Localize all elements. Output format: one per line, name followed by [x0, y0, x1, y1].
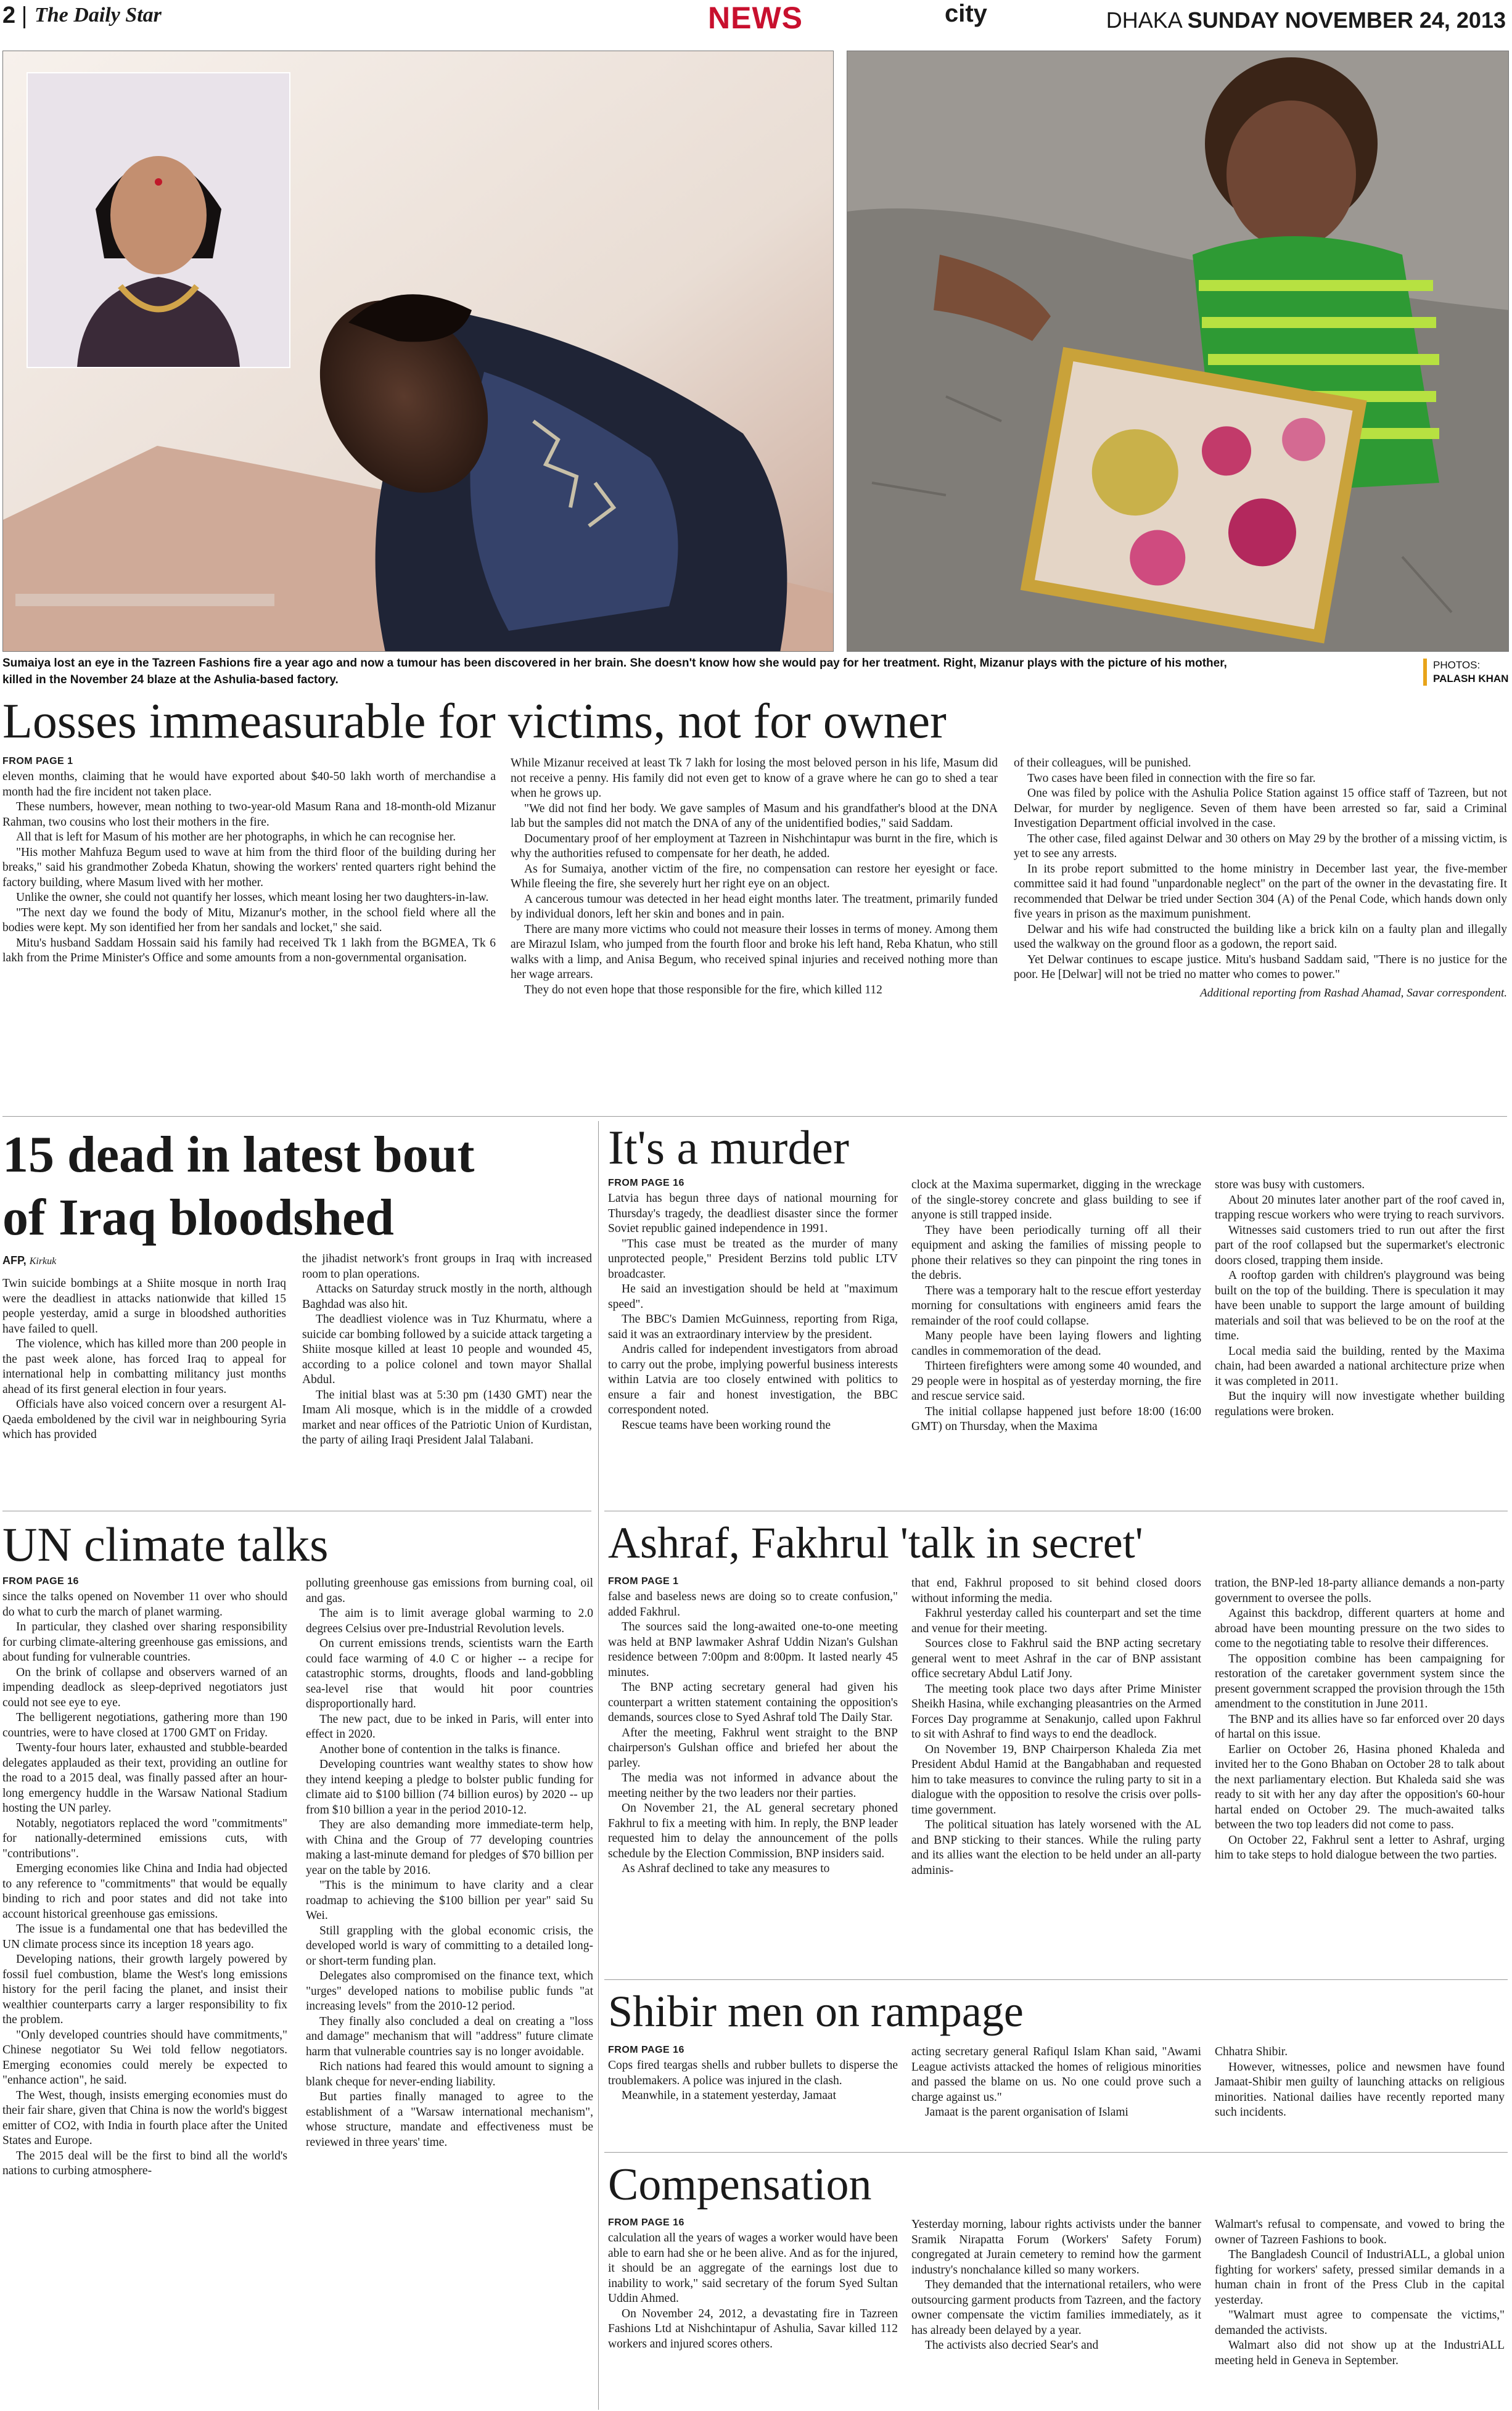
- paragraph: A cancerous tumour was detected in her head eight months later. The treatment, primarily funded by individual donors, left her skin and bones and in pain.: [511, 892, 998, 921]
- paragraph: They are also demanding more immediate-term help, with China and the Group of 77 developing countries making a last-minute demand for pledges of $70 billion per year on the table by 2016.: [306, 1818, 593, 1877]
- paragraph: However, witnesses, police and newsmen have found Jamaat-Shibir men guilty of launching attacks on religious minorities. National dailies have recently reported many such incidents.: [1215, 2060, 1505, 2119]
- column-rule: [598, 1121, 599, 2410]
- climate-column-1: [2, 1576, 287, 2179]
- paragraph: Emerging economies like China and India had objected to any reference to "commitments" that would be equally binding to rich and poor states and did not take into account historical greenhouse gas emissions.: [2, 1862, 287, 1921]
- lead-column-2: [511, 756, 998, 998]
- paragraph: On November 24, 2012, a devastating fire in Tazreen Fashions Ltd at Nishchintapur of Ashulia, Savar killed 112 workers and injured scores others.: [608, 2307, 898, 2351]
- paragraph: Attacks on Saturday struck mostly in the north, although Baghdad was also hit.: [302, 1283, 592, 1311]
- paragraph: He said an investigation should be held at "maximum speed".: [608, 1283, 898, 1311]
- paragraph: About 20 minutes later another part of the roof caved in, trapping rescue workers who were trying to reach survivors.: [1215, 1193, 1505, 1222]
- iraq-col2-text: [302, 1252, 592, 1448]
- shibir-col3-text: [1215, 2045, 1505, 2121]
- murder-from-page: FROM PAGE 16: [608, 1178, 684, 1188]
- paragraph: The BBC's Damien McGuinness, reporting from Riga, said it was an extraordinary interview by the president.: [608, 1313, 898, 1341]
- lead-col1-text: [2, 770, 496, 966]
- paragraph: eleven months, claiming that he would have exported about $40-50 lakh worth of merchandise a month had the fire incident not taken place.: [2, 770, 496, 799]
- masthead: [0, 0, 1512, 39]
- paragraph: Documentary proof of her employment at Tazreen in Nishchintapur was burnt in the fire, which is why the authorities refused to compensate for her death, he added.: [511, 832, 998, 860]
- photo-sumaiya-hospital: [2, 51, 834, 652]
- compensation-col3-text: [1215, 2217, 1505, 2368]
- paragraph: Notably, negotiators replaced the word "commitments" for nationally-determined emissions cuts, with "contributions".: [2, 1817, 287, 1860]
- climate-column-2: [306, 1576, 593, 2150]
- paragraph: Andris called for independent investigators from abroad to carry out the probe, implying powerful business interests within Latvia are too closely entwined with politics to ensure a fair and honest investigation, the BBC correspondent noted.: [608, 1343, 898, 1416]
- murder-column-1: [608, 1178, 898, 1433]
- paragraph: Rich nations had feared this would amount to signing a blank cheque for never-ending liability.: [306, 2060, 593, 2089]
- lead-reporting-note: Additional reporting from Rashad Ahamad, Savar correspondent.: [1200, 986, 1507, 1000]
- paragraph: Against this backdrop, different quarters at home and abroad have been mounting pressure on the two sides to come to the negotiating table to resolve their differences.: [1215, 1607, 1505, 1650]
- paragraph: The initial blast was at 5:30 pm (1430 GMT) near the Imam Ali mosque, which is in the middle of a crowded market and near offices of the Patriotic Union of Kurdistan, the party of ailing Iraqi President Jalal Talabani.: [302, 1388, 592, 1447]
- murder-col1-text: [608, 1191, 898, 1433]
- section-city: city: [945, 0, 987, 27]
- compensation-column-3: [1215, 2217, 1505, 2368]
- paragraph: Twenty-four hours later, exhausted and stubble-bearded delegates applauded as their text, providing an outline for the road to a 2015 deal, was finally passed after an hour-long emergency huddle in the Warsaw National Stadium hosting the UN parley.: [2, 1741, 287, 1815]
- paragraph: Developing countries want wealthy states to show how they intend keeping a pledge to bolster public funding for climate aid to $100 billion (74 billion euros) by 2020 -- up from $10 billion a year in the period 2010-12.: [306, 1758, 593, 1817]
- compensation-headline: Compensation: [608, 2159, 872, 2210]
- paragraph: calculation all the years of wages a worker would have been able to earn had she or he been alive. And as for the injured, it should be an aggregate of the earnings lost due to inability to work," said secretary of the forum Syed Sultan Uddin Ahmed.: [608, 2232, 898, 2305]
- shibir-column-3: [1215, 2045, 1505, 2121]
- paragraph: polluting greenhouse gas emissions from burning coal, oil and gas.: [306, 1577, 593, 1605]
- paragraph: A rooftop garden with children's playground was being built on the top of the building. There is speculation it may have been unable to support the large amount of building materials and soil that was believed to be on the roof at the time.: [1215, 1269, 1505, 1342]
- paragraph: The Bangladesh Council of IndustriALL, a global union fighting for workers' safety, pressed similar demands in a human chain in front of the Press Club in the capital yesterday.: [1215, 2248, 1505, 2307]
- masthead-divider: [23, 6, 25, 28]
- paragraph: The BNP acting secretary general had given his counterpart a written statement containing the opposition's demands, sources close to Syed Ashraf told The Daily Star.: [608, 1681, 898, 1724]
- paragraph: Cops fired teargas shells and rubber bullets to disperse the troublemakers. A police was injured in the clash.: [608, 2059, 898, 2087]
- paragraph: Local media said the building, rented by the Maxima chain, had been awarded a national architecture prize when it was completed in 2011.: [1215, 1344, 1505, 1388]
- paragraph: In particular, they clashed over sharing responsibility for curbing climate-altering greenhouse gas emissions, and about funding for vulnerable countries.: [2, 1620, 287, 1664]
- section-rule-shibir: [604, 1979, 1508, 1980]
- climate-col1-text: [2, 1590, 287, 2179]
- paragraph: They have been periodically turning off all their equipment and asking the families of missing people to phone their relatives so they can pinpoint the ring tones in the debris.: [911, 1223, 1201, 1282]
- paragraph: Chhatra Shibir.: [1215, 2045, 1288, 2058]
- ashraf-from-page: FROM PAGE 1: [608, 1576, 679, 1587]
- lead-col2-text: [511, 756, 998, 998]
- paragraph: Another bone of contention in the talks is finance.: [319, 1743, 561, 1756]
- paragraph: "Walmart must agree to compensate the victims," demanded the activists.: [1215, 2309, 1505, 2337]
- shibir-col2-text: [911, 2045, 1201, 2121]
- credit-label: PHOTOS:: [1433, 659, 1481, 671]
- compensation-col2-text: [911, 2217, 1201, 2354]
- paragraph: The deadliest violence was in Tuz Khurmatu, where a suicide car bombing followed by a suicide attack targeting a Shiite mosque killed at least 10 people and wounded 45, according to a police colonel and town mayor Shallal Abdul.: [302, 1313, 592, 1386]
- paragraph: acting secretary general Rafiqul Islam Khan said, "Awami League activists attacked the homes of religious minorities and passed the blame on us. No one could prove such a charge against us.": [911, 2045, 1201, 2104]
- paragraph: Yet Delwar continues to escape justice. Mitu's husband Saddam said, "There is no justice for the poor. He [Delwar] will not be tried no matter who comes to power.": [1014, 953, 1507, 981]
- paragraph: On current emissions trends, scientists warn the Earth could face warming of 4.0 C or higher -- a recipe for catastrophic storms, droughts, floods and land-gobbling sea-level rise that would hit poor countries disproportionally hard.: [306, 1637, 593, 1711]
- murder-headline: It's a murder: [608, 1120, 849, 1174]
- photo-credit: [1423, 659, 1508, 686]
- paragraph: As Ashraf declined to take any measures to: [622, 1862, 830, 1875]
- paragraph: Officials have also voiced concern over a resurgent Al-Qaeda emboldened by the civil war in neighbouring Syria which has provided: [2, 1398, 286, 1441]
- paragraph: Sources close to Fakhrul said the BNP acting secretary general went to meet Ashraf in the car of BNP assistant office secretary Abdul Latif Jony.: [911, 1637, 1201, 1680]
- paragraph: Two cases have been filed in connection with the fire so far.: [1027, 771, 1316, 785]
- paragraph: The media was not informed in advance about the meeting neither by the two leaders nor their parties.: [608, 1772, 898, 1800]
- dateline: [1106, 7, 1506, 33]
- murder-col3-text: [1215, 1178, 1505, 1419]
- paragraph: There was a temporary halt to the rescue effort yesterday morning for consultations with engineers amid fears the remainder of the roof could collapse.: [911, 1284, 1201, 1328]
- lead-column-1: [2, 756, 496, 966]
- paragraph: On October 22, Fakhrul sent a letter to Ashraf, urging him to take steps to hold dialogue between the two parties.: [1215, 1833, 1505, 1862]
- inset-portrait: [27, 72, 290, 368]
- paragraph: Latvia has begun three days of national mourning for Thursday's tragedy, the deadliest disaster since the former Soviet republic gained independence in 1991.: [608, 1192, 898, 1235]
- paragraph: After the meeting, Fakhrul went straight to the BNP chairperson's Gulshan office and briefed her about the parley.: [608, 1726, 898, 1770]
- iraq-headline-line-1: 15 dead in latest bout: [2, 1126, 475, 1183]
- murder-column-2: [911, 1178, 1201, 1435]
- paragraph: tration, the BNP-led 18-party alliance demands a non-party government to oversee the polls.: [1215, 1577, 1505, 1605]
- lead-column-3: [1014, 756, 1507, 1000]
- ashraf-col1-text: [608, 1590, 898, 1877]
- shibir-col1-text: [608, 2058, 898, 2104]
- shibir-column-1: [608, 2045, 898, 2104]
- paragraph: Mitu's husband Saddam Hossain said his family had received Tk 1 lakh from the BGMEA, Tk 6 lakh from the Prime Minister's Office and some amounts from a non-governmental organisation.: [2, 936, 496, 964]
- dateline-city: DHAKA: [1106, 7, 1181, 33]
- paragraph: All that is left for Masum of his mother are her photographs, in which he can recognise her.: [16, 831, 456, 844]
- ashraf-column-1: [608, 1576, 898, 1877]
- section-title: NEWS: [708, 1, 803, 35]
- ashraf-col3-text: [1215, 1576, 1505, 1863]
- paragraph: Still grappling with the global economic crisis, the developed world is wary of committing to a detailed long- or short-term funding plan.: [306, 1924, 593, 1968]
- dateline-date: SUNDAY NOVEMBER 24, 2013: [1187, 7, 1506, 33]
- paragraph: Fakhrul yesterday called his counterpart and set the time and venue for their meeting.: [911, 1607, 1201, 1635]
- shibir-column-2: [911, 2045, 1201, 2121]
- compensation-from-page: FROM PAGE 16: [608, 2217, 684, 2228]
- caption-line-2: killed in the November 24 blaze at the Ashulia-based factory.: [2, 673, 339, 686]
- paragraph: The new pact, due to be inked in Paris, will enter into effect in 2020.: [306, 1712, 593, 1741]
- paragraph: Unlike the owner, she could not quantify her losses, which meant losing her two daughters-in-law.: [16, 891, 489, 904]
- ashraf-column-3: [1215, 1576, 1505, 1863]
- paragraph: The opposition combine has been campaigning for restoration of the caretaker government system since the present government scrapped the provision through the 15th amendment to the constitution in June 2011.: [1215, 1652, 1505, 1711]
- paragraph: Rescue teams have been working round the: [622, 1418, 831, 1432]
- newspaper-logo: The Daily Star: [35, 4, 162, 27]
- paragraph: The political situation has lately worsened with the AL and BNP sticking to their stances. While the ruling party and its allies want the election to be held under an all-party adminis-: [911, 1818, 1201, 1877]
- paragraph: But parties finally managed to agree to the establishment of a "Warsaw international mechanism", whose structure, mandate and effectiveness must be reviewed in three years' time.: [306, 2090, 593, 2149]
- paragraph: They do not even hope that those responsible for the fire, which killed 112: [524, 983, 882, 996]
- paragraph: On November 21, the AL general secretary phoned Fakhrul to fix a meeting with him. In reply, the BNP leader requested him to delay the announcement of the polls schedule by the Election Commission, BNP insiders said.: [608, 1802, 898, 1860]
- paragraph: These numbers, however, mean nothing to two-year-old Masum Rana and 18-month-old Mizanur Rahman, two cousins who lost their mothers in the fire.: [2, 800, 496, 829]
- paragraph: The 2015 deal will be the first to bind all the world's nations to curbing atmosphere-: [2, 2149, 287, 2177]
- paragraph: The BNP and its allies have so far enforced over 20 days of hartal on this issue.: [1215, 1712, 1505, 1741]
- paragraph: The West, though, insists emerging economies must do their fair share, given that China is now the world's biggest emitter of CO2, with India in fourth place after the United States and Europe.: [2, 2089, 287, 2147]
- paragraph: There are many more victims who could not measure their losses in terms of money. Among them are Mirazul Islam, who jumped from the fourth floor and broke his left hand, Reba Khatun, who still walks with a limp, and Anisa Begum, who received spinal injuries and received nothing more than her wage arrears.: [511, 922, 998, 981]
- photo-mizanur-image: [847, 51, 1509, 652]
- lead-headline: Losses immeasurable for victims, not for owner: [2, 694, 947, 749]
- paragraph: The meeting took place two days after Prime Minister Sheikh Hasina, while exchanging pleasantries on the Armed Forces Day programme at Senakunjo, called upon Fakhrul to sit with Ashraf to find ways to end the deadlock.: [911, 1682, 1201, 1741]
- paragraph: The violence, which has killed more than 200 people in the past week alone, has forced Iraq to appeal for international help in combatting militancy just months ahead of its first general election in four years.: [2, 1337, 286, 1396]
- paragraph: Thirteen firefighters were among some 40 wounded, and 29 people were in hospital as of yesterday morning, the fire and rescue service said.: [911, 1360, 1201, 1403]
- paragraph: Earlier on October 26, Hasina phoned Khaleda and invited her to the Gono Bhaban on October 28 to talk about the next parliamentary election. But Khaleda said she was ready to sit with her any day after the opposition's 60-hour hartal ended on October 29. The much-awaited talks between the two top leaders did not come to pass.: [1215, 1743, 1505, 1831]
- paragraph: The issue is a fundamental one that has bedevilled the UN climate process since its inception 18 years ago.: [2, 1923, 287, 1951]
- paragraph: They finally also concluded a deal on creating a "loss and damage" mechanism that will "address" future climate harm that vulnerable countries say is no longer avoidable.: [306, 2015, 593, 2058]
- paragraph: In its probe report submitted to the home ministry in December last year, the five-member committee said it had found "unpardonable neglect" on the part of the owner in the devastating fire. It recommended that Delwar be tried under Section 304 (A) of the Penal Code, which hands down only five years in prison as the maximum punishment.: [1014, 862, 1507, 921]
- paragraph: On the brink of collapse and observers warned of an impending deadlock as sleep-deprived negotiators just could not see eye to eye.: [2, 1666, 287, 1709]
- climate-from-page: FROM PAGE 16: [2, 1576, 79, 1587]
- paragraph: Witnesses said customers tried to run out after the first part of the roof collapsed but the supermarket's electronic doors closed, trapping them inside.: [1215, 1223, 1505, 1267]
- section-rule-compensation: [604, 2152, 1508, 2153]
- paragraph: They demanded that the international retailers, who were outsourcing garment products from Tazreen, and the factory owner compensate the victim families immediately, as it has already been delayed by a year.: [911, 2278, 1201, 2337]
- paragraph: The aim is to limit average global warming to 2.0 degrees Celsius over pre-Industrial Revolution levels.: [306, 1607, 593, 1635]
- paragraph: On November 19, BNP Chairperson Khaleda Zia met President Abdul Hamid at the Bangabhaban and requested him to take measures to convince the ruling party to sit in a dialogue with the opposition to resolve the crisis over polls-time government.: [911, 1743, 1201, 1817]
- compensation-column-1: [608, 2217, 898, 2352]
- paragraph: clock at the Maxima supermarket, digging in the wreckage of the single-storey concrete and glass building to see if anyone is still trapped inside.: [911, 1178, 1201, 1222]
- paragraph: Jamaat is the parent organisation of Islami: [925, 2106, 1128, 2119]
- shibir-headline: Shibir men on rampage: [608, 1987, 1024, 2036]
- paragraph: "His mother Mahfuza Begum used to wave at him from the third floor of the building during her breaks," said his grandmother Zobeda Khatun, showing the workers' rented quarters right behind the factory building, where Masum lived with her mother.: [2, 845, 496, 889]
- paragraph: Yesterday morning, labour rights activists under the banner Sramik Nirapatta Forum (Workers' Safety Forum) congregated at Jurain cemetery to remind how the garment industry's nonchalance killed so many workers.: [911, 2218, 1201, 2277]
- paragraph: The sources said the long-awaited one-to-one meeting was held at BNP lawmaker Ashraf Uddin Nizan's Gulshan residence between 7:00pm and 8:00pm. It lasted nearly 45 minutes.: [608, 1620, 898, 1679]
- murder-column-3: [1215, 1178, 1505, 1419]
- iraq-col1-text: [2, 1276, 286, 1443]
- ashraf-headline: Ashraf, Fakhrul 'talk in secret': [608, 1518, 1143, 1567]
- paragraph: As for Sumaiya, another victim of the fire, no compensation can restore her eyesight or face. While fleeing the fire, she severely hurt her right eye on an object.: [511, 862, 998, 890]
- climate-headline: UN climate talks: [2, 1518, 329, 1571]
- iraq-byline-agency: AFP,: [2, 1254, 27, 1267]
- paragraph: The initial collapse happened just before 18:00 (16:00 GMT) on Thursday, when the Maxima: [911, 1405, 1201, 1433]
- paragraph: The activists also decried Sear's and: [925, 2339, 1099, 2352]
- credit-name: PALASH KHAN: [1433, 673, 1509, 684]
- iraq-headline-line-2: of Iraq bloodshed: [2, 1189, 394, 1246]
- paragraph: One was filed by police with the Ashulia Police Station against 15 office staff of Tazreen, but not Delwar, for murder by negligence. Seven of them have been arrested so far, said a Criminal Investigation Department official involved in the case.: [1014, 787, 1507, 830]
- paragraph: Meanwhile, in a statement yesterday, Jamaat: [622, 2089, 836, 2102]
- paragraph: the jihadist network's front groups in Iraq with increased room to plan operations.: [302, 1252, 592, 1281]
- caption-line-1: Sumaiya lost an eye in the Tazreen Fashions fire a year ago and now a tumour has been discovered in her brain. She doesn't know how she would pay for her treatment. Right, Mizanur plays with the picture of his mother,: [2, 657, 1227, 670]
- portrait-image: [28, 73, 289, 367]
- compensation-col1-text: [608, 2231, 898, 2352]
- iraq-byline-place: Kirkuk: [29, 1256, 57, 1267]
- paragraph: of their colleagues, will be punished.: [1014, 757, 1191, 770]
- paragraph: Twin suicide bombings at a Shiite mosque in north Iraq were the deadliest in attacks nationwide that killed 15 people yesterday, amid a surge in bloodshed authorities have failed to quell.: [2, 1277, 286, 1336]
- photo-mizanur-picture: [847, 51, 1509, 652]
- paragraph: The belligerent negotiations, gathering more than 190 countries, were to have closed at 1700 GMT on Friday.: [2, 1711, 287, 1739]
- shibir-from-page: FROM PAGE 16: [608, 2045, 684, 2055]
- paragraph: Developing nations, their growth largely powered by fossil fuel combustion, blame the West's long emissions history for the peril facing the planet, and insist their wealthier counterparts carry a larger responsibility to fix the problem.: [2, 1953, 287, 2026]
- section-rule: [2, 1116, 1507, 1117]
- murder-col2-text: [911, 1178, 1201, 1435]
- climate-col2-text: [306, 1576, 593, 2150]
- paragraph: Many people have been laying flowers and lighting candles in commemoration of the dead.: [911, 1329, 1201, 1358]
- lead-from-page: FROM PAGE 1: [2, 756, 73, 766]
- lead-col3-text: [1014, 756, 1507, 983]
- paragraph: since the talks opened on November 11 over who should do what to curb the march of planet warming.: [2, 1590, 287, 1619]
- paragraph: Walmart also did not show up at the IndustriALL meeting held in Geneva in September.: [1215, 2339, 1505, 2367]
- paragraph: "Only developed countries should have commitments," Chinese negotiator Su Wei told fellow negotiators. Emerging economies could merely be expected to "enhance action", he said.: [2, 2028, 287, 2087]
- paragraph: Delwar and his wife had constructed the building like a brick kiln on a faulty plan and illegally used the walkway on the ground floor as a godown, the report said.: [1014, 922, 1507, 951]
- iraq-column-2: [302, 1252, 592, 1448]
- paragraph: While Mizanur received at least Tk 7 lakh for losing the most beloved person in his life, Masum did not receive a penny. His family did not even get to know of a grave where he can go to shed a tear when he grows up.: [511, 757, 998, 800]
- paragraph: But the inquiry will now investigate whether building regulations were broken.: [1215, 1390, 1505, 1418]
- page-number: 2: [2, 2, 16, 28]
- ashraf-column-2: [911, 1576, 1201, 1878]
- paragraph: false and baseless news are doing so to create confusion," added Fakhrul.: [608, 1590, 898, 1619]
- paragraph: Delegates also compromised on the finance text, which "urges" developed nations to mobilise public funds "at increasing levels" from the 2010-12 period.: [306, 1969, 593, 2013]
- ashraf-col2-text: [911, 1576, 1201, 1878]
- paragraph: "The next day we found the body of Mitu, Mizanur's mother, in the school field where all the bodies were kept. My son identified her from her sandals and locket," she said.: [2, 906, 496, 934]
- compensation-column-2: [911, 2217, 1201, 2354]
- paragraph: that end, Fakhrul proposed to sit behind closed doors without informing the media.: [911, 1577, 1201, 1605]
- paragraph: store was busy with customers.: [1215, 1178, 1365, 1191]
- iraq-column-1: [2, 1276, 286, 1443]
- photo-caption: [2, 655, 1402, 688]
- paragraph: The other case, filed against Delwar and 30 others on May 29 by the brother of a missing victim, is yet to see any arrests.: [1014, 832, 1507, 860]
- paragraph: "This case must be treated as the murder of many unprotected people," President Berzins told public LTV broadcaster.: [608, 1237, 898, 1281]
- paragraph: "We did not find her body. We gave samples of Masum and his grandfather's blood at the DNA lab but the samples did not match the DNA of any of the unidentified bodies," said Saddam.: [511, 802, 998, 830]
- paragraph: Walmart's refusal to compensate, and vowed to bring the owner of Tazreen Fashions to book.: [1215, 2218, 1505, 2246]
- paragraph: "This is the minimum to have clarity and a clear roadmap to achieving the $100 billion per year" said Su Wei.: [306, 1879, 593, 1922]
